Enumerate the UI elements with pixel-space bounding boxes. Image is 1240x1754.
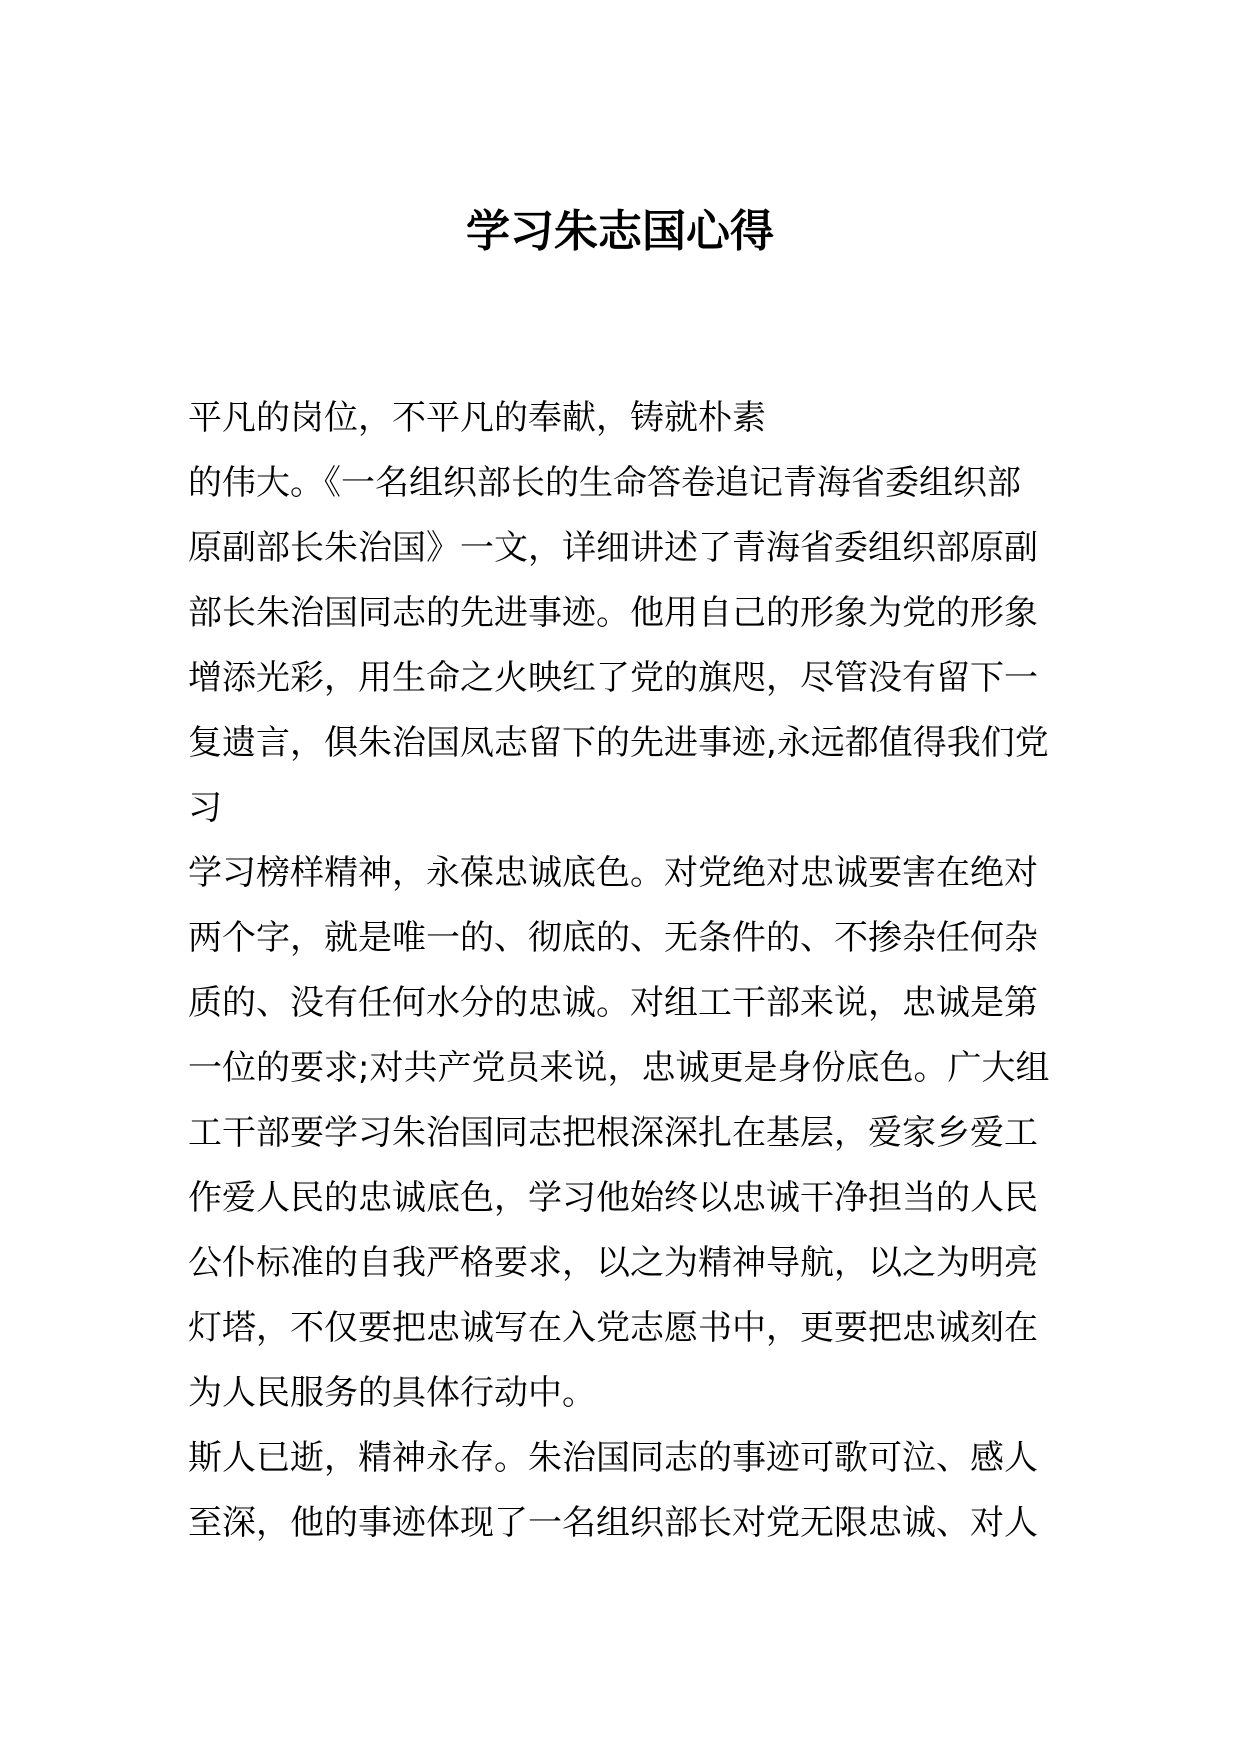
body-line: 斯人已逝，精神永存。朱治国同志的事迹可歌可泣、感人 — [188, 1438, 1038, 1478]
body-line: 部长朱治国同志的先进事迹。他用自己的形象为党的形象 — [188, 593, 1038, 633]
body-line: 原副部长朱治国》一文，详细讲述了青海省委组织部原副 — [188, 528, 1038, 568]
body-line: 质的、没有任何水分的忠诚。对组工干部来说，忠诚是第 — [188, 983, 1038, 1023]
document-title: 学习朱志国心得 — [466, 206, 774, 257]
body-line: 平凡的岗位，不平凡的奉献，铸就朴素 — [188, 398, 766, 438]
body-line: 公仆标准的自我严格要求，以之为精神导航，以之为明亮 — [188, 1243, 1038, 1283]
body-line: 至深，他的事迹体现了一名组织部长对党无限忠诚、对人 — [188, 1503, 1038, 1543]
body-line: 增添光彩，用生命之火映红了党的旗咫，尽管没有留下一 — [188, 658, 1038, 698]
body-line: 两个字，就是唯一的、彻底的、无条件的、不掺杂任何杂 — [188, 918, 1038, 958]
body-line: 习 — [188, 788, 222, 828]
body-line: 复遗言，俱朱治国凤志留下的先进事迹,永远都值得我们党 — [188, 723, 1049, 763]
body-line: 工干部要学习朱治国同志把根深深扎在基层，爱家乡爱工 — [188, 1113, 1038, 1153]
document-body — [188, 386, 1068, 1556]
body-line: 作爱人民的忠诚底色，学习他始终以忠诚干净担当的人民 — [188, 1178, 1038, 1218]
body-line: 的伟大。《一名组织部长的生命答卷追记青海省委组织部 — [188, 463, 1021, 503]
body-line: 为人民服务的具体行动中。 — [188, 1373, 596, 1413]
body-line: 学习榜样精神，永葆忠诚底色。对党绝对忠诚要害在绝对 — [188, 853, 1038, 893]
body-line: 灯塔，不仅要把忠诚写在入党志愿书中，更要把忠诚刻在 — [188, 1308, 1038, 1348]
body-line: 一位的要求;对共产党员来说，忠诚更是身份底色。广大组 — [188, 1048, 1050, 1088]
